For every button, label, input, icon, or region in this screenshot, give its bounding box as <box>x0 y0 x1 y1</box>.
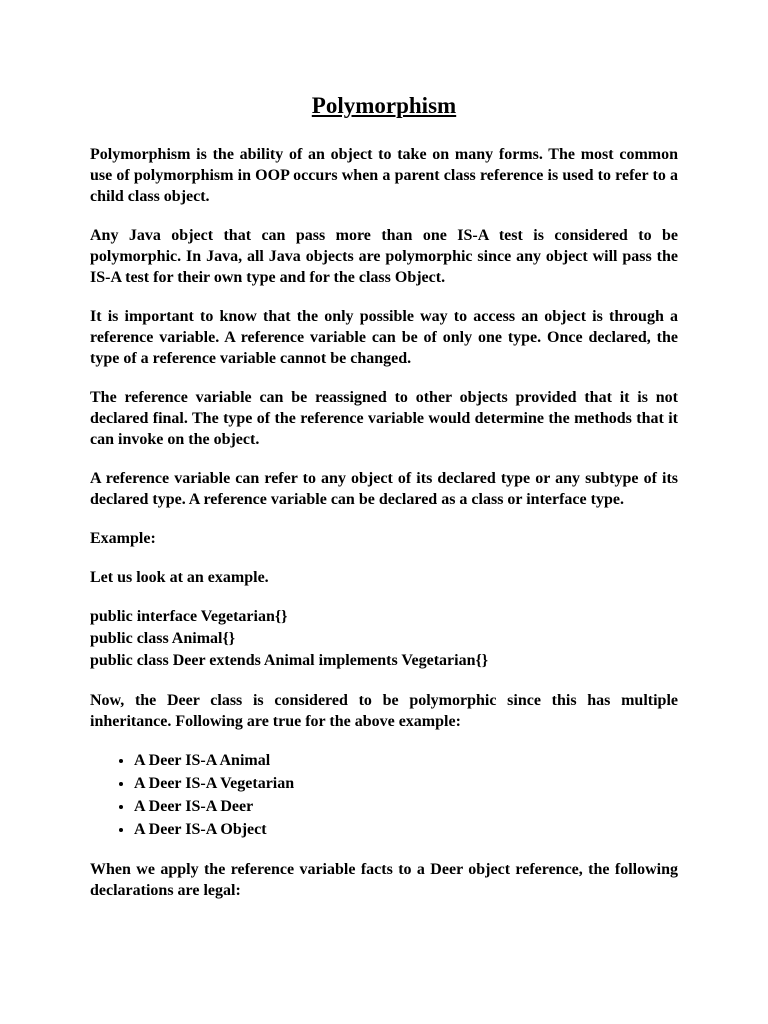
list-item-isa-object: • A Deer IS-A Object <box>134 819 678 841</box>
paragraph-intro: Polymorphism is the ability of an object to take on many forms. The most common use of polymorphism in OOP occurs when a parent class reference is used to refer to a child class object. <box>90 146 678 205</box>
paragraph-isa-test: Any Java object that can pass more than one IS-A test is considered to be polymorphic. In Java, all Java objects are polymorphic since any object will pass the IS-A test for their own type and for the class Object. <box>90 227 678 286</box>
list-item-isa-animal: • A Deer IS-A Animal <box>134 750 678 772</box>
code-line-interface: public interface Vegetarian{} <box>90 608 288 625</box>
code-block <box>90 606 678 672</box>
code-line-animal: public class Animal{} <box>90 630 236 647</box>
paragraph-reassignment: The reference variable can be reassigned to other objects provided that it is not declared final. The type of the reference variable would determine the methods that it can invoke on the object. <box>90 389 678 448</box>
paragraph-legal-declarations: When we apply the reference variable facts to a Deer object reference, the following declarations are legal: <box>90 861 678 899</box>
isa-bullet-list <box>90 750 678 841</box>
page-title: Polymorphism <box>311 93 457 118</box>
paragraph-reference-variable: It is important to know that the only possible way to access an object is through a reference variable. A reference variable can be of only one type. Once declared, the type of a reference variable cannot be changed. <box>90 308 678 367</box>
code-line-deer: public class Deer extends Animal implements Vegetarian{} <box>90 652 489 669</box>
paragraph-declared-type: A reference variable can refer to any object of its declared type or any subtype of its declared type. A reference variable can be declared as a class or interface type. <box>90 470 678 508</box>
example-intro: Let us look at an example. <box>90 569 269 586</box>
example-heading: Example: <box>90 530 156 547</box>
list-item-isa-deer: • A Deer IS-A Deer <box>134 796 678 818</box>
list-item-isa-vegetarian: • A Deer IS-A Vegetarian <box>134 773 678 795</box>
paragraph-multiple-inheritance: Now, the Deer class is considered to be polymorphic since this has multiple inheritance. Following are true for the above example: <box>90 692 678 730</box>
